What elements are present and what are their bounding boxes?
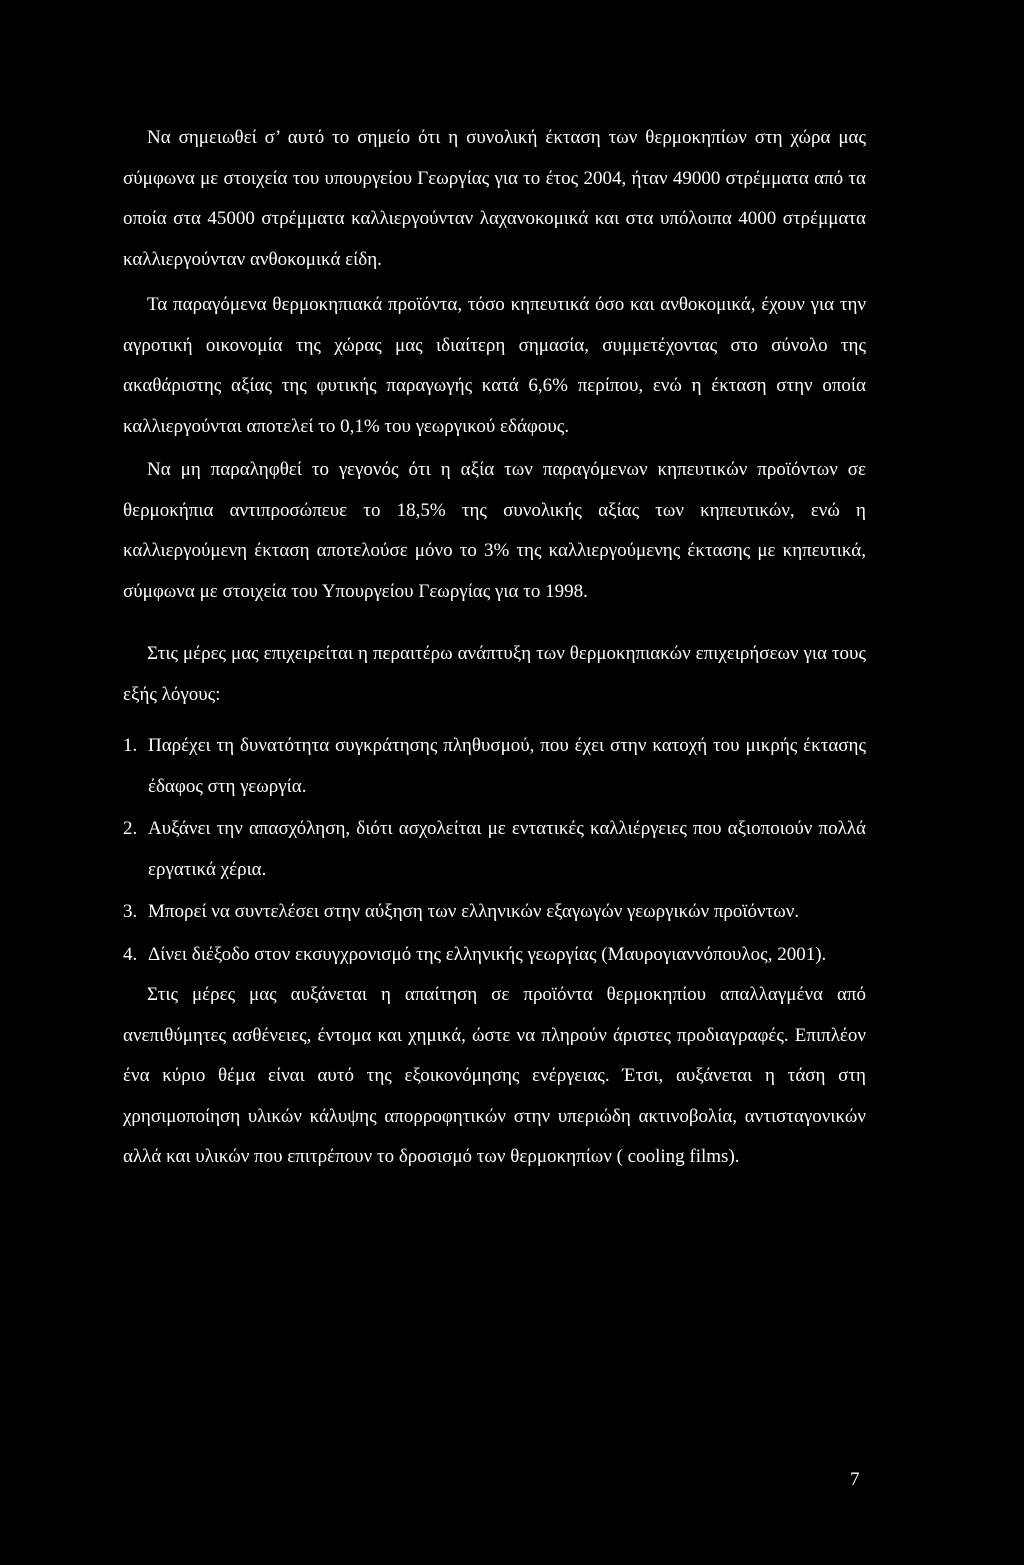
list-item-text: Μπορεί να συντελέσει στην αύξηση των ελληνικών εξαγωγών γεωργικών προϊόντων. [148, 901, 800, 922]
paragraph-closing: Στις μέρες μας αυξάνεται η απαίτηση σε προϊόντα θερμοκηπίου απαλλαγμένα από ανεπιθύμητες ασθένειες, έντομα και χημικά, ώστε να πληρούν άριστες προδιαγραφές. Επιπλέον ένα κύριο θέμα είναι αυτό της εξοικονόμησης ενέργειας. Έτσι, αυξάνεται η τάση στη χρησιμοποίηση υλικών κάλυψης απορροφητικών στην υπεριώδη ακτινοβολία, αντισταγονικών αλλά και υλικών που επιτρέπουν το δροσισμό των θερμοκηπίων ( cooling films). [123, 984, 866, 1167]
list-item-number: 2. [123, 818, 138, 839]
list-item [123, 809, 866, 890]
list-item [123, 726, 866, 807]
list-item-number: 3. [123, 901, 138, 922]
list-item-text: Παρέχει τη δυνατότητα συγκράτησης πληθυσμού, που έχει στην κατοχή του μικρής έκτασης έδαφος στη γεωργία. [148, 735, 866, 797]
document-page [123, 118, 866, 1178]
list-item-text: Αυξάνει την απασχόληση, διότι ασχολείται με εντατικές καλλιέργειες που αξιοποιούν πολλά εργατικά χέρια. [148, 818, 866, 880]
page-number: 7 [850, 1469, 860, 1490]
list-item-number: 1. [123, 735, 138, 756]
paragraph-greenhouse-products: Τα παραγόμενα θερμοκηπιακά προϊόντα, τόσο κηπευτικά όσο και ανθοκομικά, έχουν για την αγροτική οικονομία της χώρας μας ιδιαίτερη σημασία, συμμετέχοντας στο σύνολο της ακαθάριστης αξίας της φυτικής παραγωγής κατά 6,6% περίπου, ενώ η έκταση στην οποία καλλιεργούνται αποτελεί το 0,1% του γεωργικού εδάφους. [123, 294, 866, 437]
list-item [123, 892, 866, 933]
reasons-list [123, 726, 866, 975]
list-item-text: Δίνει διέξοδο στον εκσυγχρονισμό της ελληνικής γεωργίας (Μαυρογιαννόπουλος, 2001). [148, 943, 827, 965]
list-item [123, 935, 866, 976]
paragraph-development-reasons: Στις μέρες μας επιχειρείται η περαιτέρω ανάπτυξη των θερμοκηπιακών επιχειρήσεων για τους εξής λόγους: [123, 643, 866, 705]
list-item-number: 4. [123, 943, 138, 965]
paragraph-greenhouse-area: Να σημειωθεί σ’ αυτό το σημείο ότι η συνολική έκταση των θερμοκηπίων στη χώρα μας σύμφωνα με στοιχεία του υπουργείου Γεωργίας για το έτος 2004, ήταν 49000 στρέμματα από τα οποία στα 45000 στρέμματα καλλιεργούνταν λαχανοκομικά και στα υπόλοιπα 4000 στρέμματα καλλιεργούνταν ανθοκομικά είδη. [123, 127, 866, 270]
paragraph-vegetable-value: Να μη παραληφθεί το γεγονός ότι η αξία των παραγόμενων κηπευτικών προϊόντων σε θερμοκήπια αντιπροσώπευε το 18,5% της συνολικής αξίας των κηπευτικών, ενώ η καλλιεργούμενη έκταση αποτελούσε μόνο το 3% της καλλιεργούμενης έκτασης με κηπευτικά, σύμφωνα με στοιχεία του Υπουργείου Γεωργίας για το 1998. [123, 459, 866, 602]
